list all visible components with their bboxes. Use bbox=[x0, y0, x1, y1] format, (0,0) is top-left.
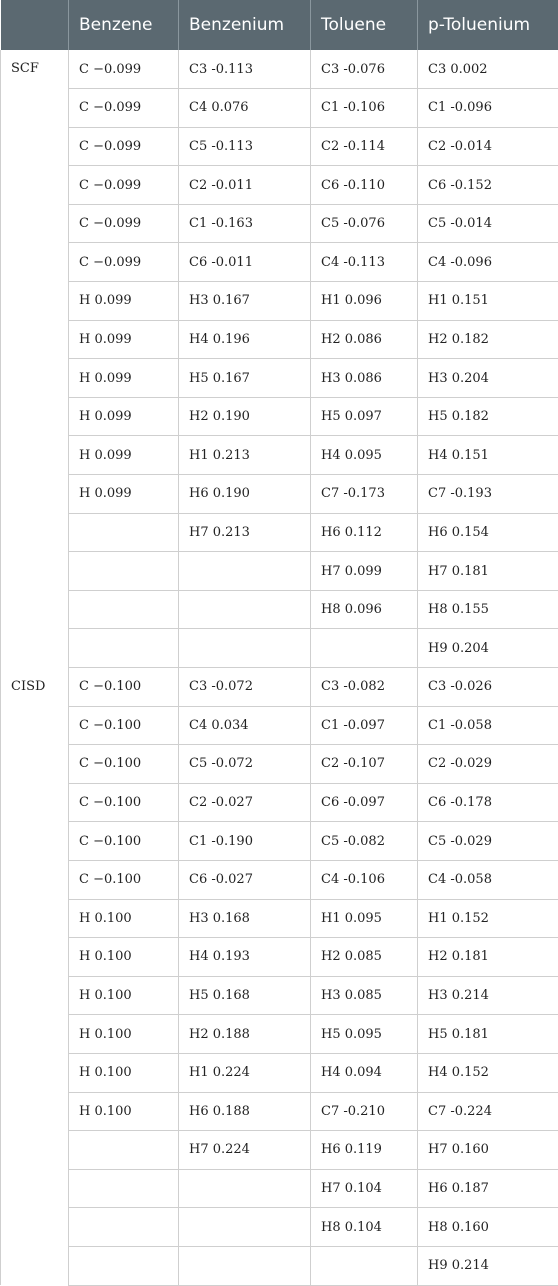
toluene-cell: H7 0.104 bbox=[311, 1169, 418, 1208]
toluene-cell: C7 -0.173 bbox=[311, 475, 418, 514]
p-toluenium-cell: C3 -0.026 bbox=[418, 668, 558, 707]
benzene-cell bbox=[69, 1246, 179, 1285]
benzene-cell: C −0.100 bbox=[69, 822, 179, 861]
p-toluenium-cell: H9 0.204 bbox=[418, 629, 558, 668]
p-toluenium-cell: C2 -0.014 bbox=[418, 127, 558, 166]
p-toluenium-cell: C5 -0.029 bbox=[418, 822, 558, 861]
p-toluenium-cell: C2 -0.029 bbox=[418, 745, 558, 784]
benzene-cell bbox=[69, 1169, 179, 1208]
p-toluenium-cell: C4 -0.058 bbox=[418, 860, 558, 899]
toluene-cell: H5 0.095 bbox=[311, 1015, 418, 1054]
benzene-cell bbox=[69, 1131, 179, 1170]
benzene-cell: H 0.099 bbox=[69, 397, 179, 436]
benzenium-cell: H4 0.196 bbox=[179, 320, 311, 359]
table-body bbox=[1, 50, 558, 1285]
benzenium-cell: H2 0.190 bbox=[179, 397, 311, 436]
header-benzene: Benzene bbox=[69, 0, 179, 50]
p-toluenium-cell: H9 0.214 bbox=[418, 1246, 558, 1285]
toluene-cell: H3 0.086 bbox=[311, 359, 418, 398]
table-row bbox=[1, 590, 558, 629]
table-row bbox=[1, 976, 558, 1015]
benzene-cell: H 0.100 bbox=[69, 1092, 179, 1131]
p-toluenium-cell: C6 -0.152 bbox=[418, 166, 558, 205]
p-toluenium-cell: C6 -0.178 bbox=[418, 783, 558, 822]
p-toluenium-cell: H5 0.181 bbox=[418, 1015, 558, 1054]
p-toluenium-cell: H1 0.152 bbox=[418, 899, 558, 938]
toluene-cell: C4 -0.106 bbox=[311, 860, 418, 899]
table-row bbox=[1, 475, 558, 514]
toluene-cell: H6 0.112 bbox=[311, 513, 418, 552]
benzenium-cell: H6 0.188 bbox=[179, 1092, 311, 1131]
header-toluene: Toluene bbox=[311, 0, 418, 50]
table-row bbox=[1, 204, 558, 243]
table-row bbox=[1, 706, 558, 745]
p-toluenium-cell: H7 0.160 bbox=[418, 1131, 558, 1170]
toluene-cell: C3 -0.082 bbox=[311, 668, 418, 707]
p-toluenium-cell: H4 0.151 bbox=[418, 436, 558, 475]
table-row bbox=[1, 436, 558, 475]
benzenium-cell: C2 -0.011 bbox=[179, 166, 311, 205]
table-row bbox=[1, 89, 558, 128]
table-row bbox=[1, 166, 558, 205]
benzene-cell: H 0.100 bbox=[69, 1053, 179, 1092]
table-header bbox=[1, 0, 558, 50]
table-row bbox=[1, 397, 558, 436]
benzenium-cell bbox=[179, 1169, 311, 1208]
table-row bbox=[1, 359, 558, 398]
p-toluenium-cell: H3 0.214 bbox=[418, 976, 558, 1015]
p-toluenium-cell: H6 0.154 bbox=[418, 513, 558, 552]
p-toluenium-cell: C3 0.002 bbox=[418, 50, 558, 89]
table-row bbox=[1, 513, 558, 552]
toluene-cell: H8 0.104 bbox=[311, 1208, 418, 1247]
benzene-cell: C −0.100 bbox=[69, 668, 179, 707]
p-toluenium-cell: H2 0.182 bbox=[418, 320, 558, 359]
toluene-cell: H2 0.085 bbox=[311, 938, 418, 977]
toluene-cell: H1 0.096 bbox=[311, 282, 418, 321]
benzenium-cell: H3 0.168 bbox=[179, 899, 311, 938]
benzene-cell: C −0.100 bbox=[69, 706, 179, 745]
benzene-cell: C −0.099 bbox=[69, 243, 179, 282]
benzenium-cell: C6 -0.011 bbox=[179, 243, 311, 282]
table-row bbox=[1, 745, 558, 784]
benzene-cell: C −0.099 bbox=[69, 50, 179, 89]
toluene-cell: H3 0.085 bbox=[311, 976, 418, 1015]
table-row bbox=[1, 127, 558, 166]
benzenium-cell: C4 0.034 bbox=[179, 706, 311, 745]
table-row bbox=[1, 899, 558, 938]
benzene-cell: H 0.100 bbox=[69, 938, 179, 977]
benzene-cell bbox=[69, 1208, 179, 1247]
benzene-cell: C −0.099 bbox=[69, 89, 179, 128]
benzene-cell: C −0.099 bbox=[69, 204, 179, 243]
benzenium-cell: C3 -0.072 bbox=[179, 668, 311, 707]
benzenium-cell: C3 -0.113 bbox=[179, 50, 311, 89]
table-row bbox=[1, 860, 558, 899]
p-toluenium-cell: H1 0.151 bbox=[418, 282, 558, 321]
benzenium-cell: H6 0.190 bbox=[179, 475, 311, 514]
benzenium-cell: H7 0.224 bbox=[179, 1131, 311, 1170]
benzene-cell: C −0.100 bbox=[69, 745, 179, 784]
toluene-cell: H4 0.094 bbox=[311, 1053, 418, 1092]
p-toluenium-cell: C7 -0.224 bbox=[418, 1092, 558, 1131]
toluene-cell: H4 0.095 bbox=[311, 436, 418, 475]
benzenium-cell bbox=[179, 590, 311, 629]
toluene-cell bbox=[311, 1246, 418, 1285]
p-toluenium-cell: C1 -0.096 bbox=[418, 89, 558, 128]
benzene-cell: C −0.099 bbox=[69, 166, 179, 205]
benzene-cell: C −0.100 bbox=[69, 783, 179, 822]
table-row bbox=[1, 552, 558, 591]
table-row bbox=[1, 1246, 558, 1285]
p-toluenium-cell: H5 0.182 bbox=[418, 397, 558, 436]
benzene-cell: H 0.099 bbox=[69, 282, 179, 321]
toluene-cell: H8 0.096 bbox=[311, 590, 418, 629]
header-p-toluenium: p-Toluenium bbox=[418, 0, 558, 50]
header-method bbox=[1, 0, 69, 50]
benzenium-cell: C6 -0.027 bbox=[179, 860, 311, 899]
p-toluenium-cell: H8 0.160 bbox=[418, 1208, 558, 1247]
toluene-cell: H7 0.099 bbox=[311, 552, 418, 591]
toluene-cell: C4 -0.113 bbox=[311, 243, 418, 282]
table-row bbox=[1, 1015, 558, 1054]
benzene-cell: H 0.099 bbox=[69, 475, 179, 514]
benzenium-cell bbox=[179, 552, 311, 591]
benzene-cell: H 0.100 bbox=[69, 976, 179, 1015]
p-toluenium-cell: C4 -0.096 bbox=[418, 243, 558, 282]
toluene-cell bbox=[311, 629, 418, 668]
table-row bbox=[1, 1053, 558, 1092]
p-toluenium-cell: H3 0.204 bbox=[418, 359, 558, 398]
table-row bbox=[1, 938, 558, 977]
toluene-cell: C7 -0.210 bbox=[311, 1092, 418, 1131]
benzenium-cell: C1 -0.190 bbox=[179, 822, 311, 861]
table-row bbox=[1, 320, 558, 359]
benzenium-cell bbox=[179, 629, 311, 668]
toluene-cell: C1 -0.097 bbox=[311, 706, 418, 745]
benzene-cell: H 0.100 bbox=[69, 1015, 179, 1054]
benzene-cell: H 0.099 bbox=[69, 359, 179, 398]
benzene-cell bbox=[69, 513, 179, 552]
toluene-cell: C6 -0.110 bbox=[311, 166, 418, 205]
table-row bbox=[1, 50, 558, 89]
benzene-cell bbox=[69, 552, 179, 591]
table-row bbox=[1, 282, 558, 321]
toluene-cell: C3 -0.076 bbox=[311, 50, 418, 89]
toluene-cell: C5 -0.082 bbox=[311, 822, 418, 861]
table-row bbox=[1, 1169, 558, 1208]
header-row bbox=[1, 0, 558, 50]
toluene-cell: C2 -0.107 bbox=[311, 745, 418, 784]
benzene-cell: C −0.100 bbox=[69, 860, 179, 899]
benzenium-cell bbox=[179, 1208, 311, 1247]
toluene-cell: H1 0.095 bbox=[311, 899, 418, 938]
toluene-cell: C1 -0.106 bbox=[311, 89, 418, 128]
benzenium-cell: H1 0.224 bbox=[179, 1053, 311, 1092]
benzenium-cell bbox=[179, 1246, 311, 1285]
table-row bbox=[1, 1208, 558, 1247]
benzenium-cell: C2 -0.027 bbox=[179, 783, 311, 822]
benzene-cell: H 0.099 bbox=[69, 320, 179, 359]
p-toluenium-cell: H6 0.187 bbox=[418, 1169, 558, 1208]
benzenium-cell: H1 0.213 bbox=[179, 436, 311, 475]
benzenium-cell: H5 0.168 bbox=[179, 976, 311, 1015]
table-row bbox=[1, 629, 558, 668]
p-toluenium-cell: H2 0.181 bbox=[418, 938, 558, 977]
method-cell: SCF bbox=[1, 50, 69, 668]
benzenium-cell: C5 -0.113 bbox=[179, 127, 311, 166]
p-toluenium-cell: C5 -0.014 bbox=[418, 204, 558, 243]
benzene-cell: H 0.099 bbox=[69, 436, 179, 475]
p-toluenium-cell: H4 0.152 bbox=[418, 1053, 558, 1092]
p-toluenium-cell: C1 -0.058 bbox=[418, 706, 558, 745]
benzene-cell bbox=[69, 590, 179, 629]
benzenium-cell: H7 0.213 bbox=[179, 513, 311, 552]
table-row bbox=[1, 783, 558, 822]
benzenium-cell: H4 0.193 bbox=[179, 938, 311, 977]
benzenium-cell: H5 0.167 bbox=[179, 359, 311, 398]
benzenium-cell: C4 0.076 bbox=[179, 89, 311, 128]
p-toluenium-cell: C7 -0.193 bbox=[418, 475, 558, 514]
benzenium-cell: C1 -0.163 bbox=[179, 204, 311, 243]
table-row bbox=[1, 1092, 558, 1131]
table-row bbox=[1, 668, 558, 707]
table-row bbox=[1, 243, 558, 282]
toluene-cell: C5 -0.076 bbox=[311, 204, 418, 243]
benzene-cell bbox=[69, 629, 179, 668]
toluene-cell: H5 0.097 bbox=[311, 397, 418, 436]
benzene-cell: H 0.100 bbox=[69, 899, 179, 938]
p-toluenium-cell: H8 0.155 bbox=[418, 590, 558, 629]
table-row bbox=[1, 822, 558, 861]
benzenium-cell: H2 0.188 bbox=[179, 1015, 311, 1054]
p-toluenium-cell: H7 0.181 bbox=[418, 552, 558, 591]
toluene-cell: H6 0.119 bbox=[311, 1131, 418, 1170]
header-benzenium: Benzenium bbox=[179, 0, 311, 50]
benzenium-cell: C5 -0.072 bbox=[179, 745, 311, 784]
table-row bbox=[1, 1131, 558, 1170]
toluene-cell: C6 -0.097 bbox=[311, 783, 418, 822]
benzenium-cell: H3 0.167 bbox=[179, 282, 311, 321]
benzene-cell: C −0.099 bbox=[69, 127, 179, 166]
method-cell: CISD bbox=[1, 668, 69, 1286]
toluene-cell: C2 -0.114 bbox=[311, 127, 418, 166]
toluene-cell: H2 0.086 bbox=[311, 320, 418, 359]
